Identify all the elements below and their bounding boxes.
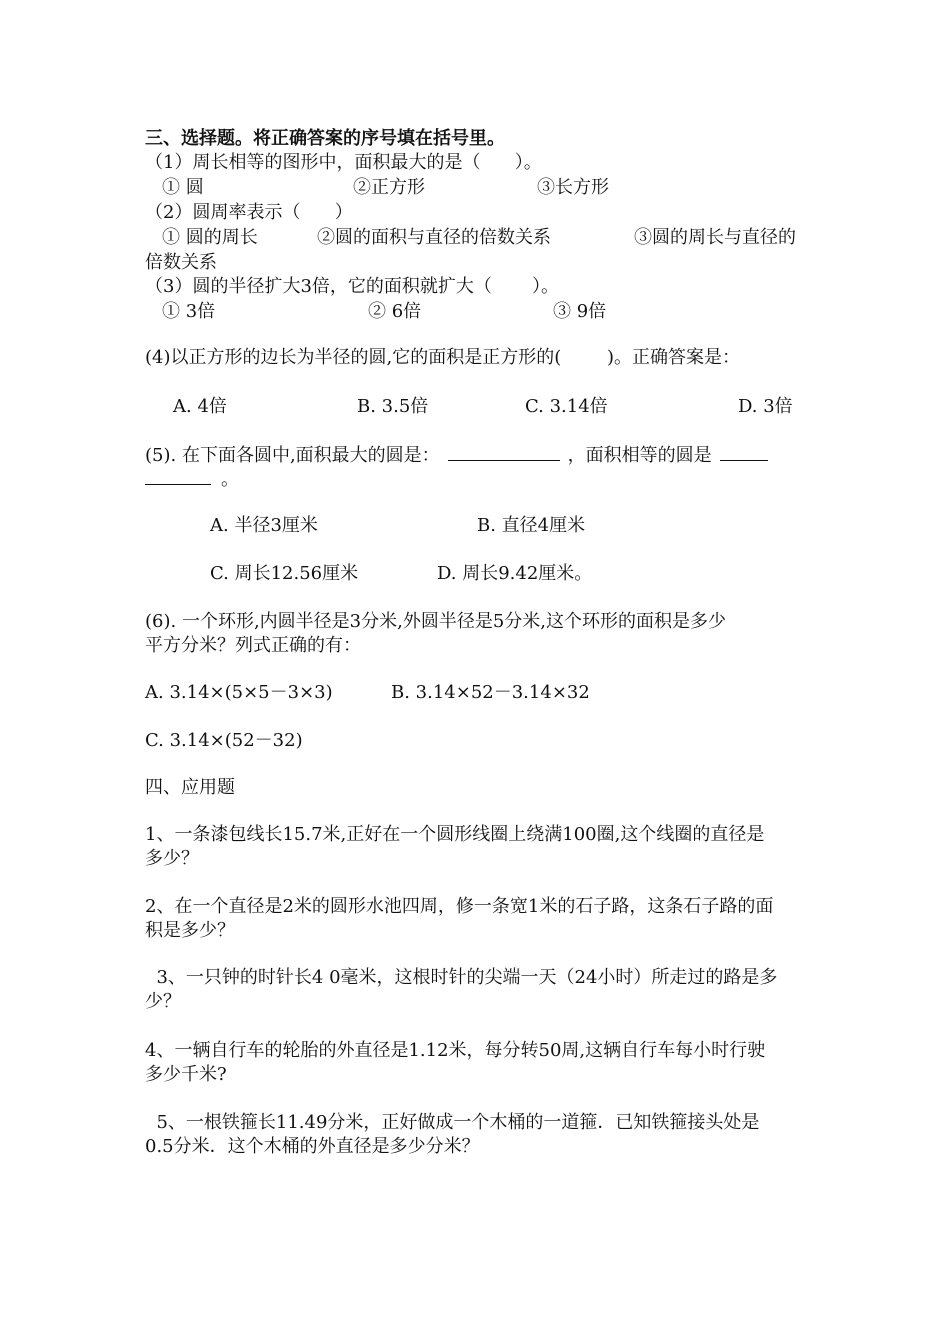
- problem-5-line-1: 5、一根铁箍长11.49分米，正好做成一个木桶的一道箍．已知铁箍接头处是: [145, 1112, 760, 1133]
- q5-answer-blank-2[interactable]: [720, 442, 768, 461]
- q4-option-d: D. 3倍: [738, 396, 793, 417]
- q1-option-1: ① 圆: [162, 177, 204, 198]
- q6-option-a: A. 3.14×(5×5－3×3): [145, 682, 333, 703]
- q4-stem: (4)以正方形的边长为半径的圆,它的面积是正方形的( )。正确答案是：: [145, 347, 741, 368]
- q4-option-c: C. 3.14倍: [525, 396, 608, 417]
- q5-answer-blank-2-continued[interactable]: [145, 466, 211, 485]
- q2-option-3: ③圆的周长与直径的: [634, 227, 796, 248]
- q1-stem: （1）周长相等的图形中，面积最大的是（ ）。: [145, 152, 542, 173]
- q5-stem-end: 。: [221, 469, 239, 490]
- problem-2-line-2: 积是多少？: [145, 920, 235, 941]
- q3-stem: （3）圆的半径扩大3倍，它的面积就扩大（ ）。: [145, 276, 559, 297]
- section-title-application: 四、应用题: [145, 777, 235, 798]
- problem-4-line-2: 多少千米?: [145, 1064, 227, 1085]
- q2-option-3-continued: 倍数关系: [145, 252, 217, 273]
- q6-option-c: C. 3.14×(52－32): [145, 730, 303, 751]
- q5-stem-part-b: ，面积相等的圆是: [567, 445, 712, 466]
- problem-3-line-2: 少？: [145, 991, 181, 1012]
- problem-5-line-2: 0.5分米．这个木桶的外直径是多少分米？: [145, 1136, 480, 1157]
- q5-answer-blank-1[interactable]: [448, 442, 560, 461]
- q3-option-2: ② 6倍: [368, 301, 422, 322]
- problem-1-line-1: 1、一条漆包线长15.7米,正好在一个圆形线圈上绕满100圈,这个线圈的直径是: [145, 824, 765, 845]
- q4-option-a: A. 4倍: [173, 396, 227, 417]
- problem-4-line-1: 4、一辆自行车的轮胎的外直径是1.12米，每分转50周,这辆自行车每小时行驶: [145, 1040, 766, 1061]
- q5-option-a: A. 半径3厘米: [210, 515, 318, 536]
- q6-line-2: 平方分米？列式正确的有：: [145, 635, 361, 656]
- q2-stem: （2）圆周率表示（ ）: [145, 202, 353, 223]
- q5-option-d: D. 周长9.42厘米。: [437, 563, 593, 584]
- q2-option-1: ① 圆的周长: [162, 227, 258, 248]
- q5-option-b: B. 直径4厘米: [477, 515, 586, 536]
- q2-option-2: ②圆的面积与直径的倍数关系: [317, 227, 551, 248]
- q5-stem: [145, 442, 768, 468]
- problem-1-line-2: 多少？: [145, 848, 199, 869]
- q5-option-c: C. 周长12.56厘米: [210, 563, 359, 584]
- problem-2-line-1: 2、在一个直径是2米的圆形水池四周，修一条宽1米的石子路，这条石子路的面: [145, 896, 774, 917]
- problem-3-line-1: 3、一只钟的时针长4 0毫米，这根时针的尖端一天（24小时）所走过的路是多: [145, 967, 778, 988]
- q3-option-3: ③ 9倍: [553, 301, 607, 322]
- q3-option-1: ① 3倍: [162, 301, 216, 322]
- q5-stem-part-a: (5). 在下面各圆中,面积最大的圆是：: [145, 445, 440, 466]
- q5-stem-line2: [145, 466, 239, 492]
- section-title-choice: 三、选择题。将正确答案的序号填在括号里。: [145, 128, 505, 149]
- q1-option-2: ②正方形: [353, 177, 425, 198]
- q6-option-b: B. 3.14×52－3.14×32: [391, 682, 590, 703]
- q6-line-1: (6). 一个环形,内圆半径是3分米,外圆半径是5分米,这个环形的面积是多少: [145, 611, 727, 632]
- q4-option-b: B. 3.5倍: [357, 396, 429, 417]
- q1-option-3: ③长方形: [537, 177, 609, 198]
